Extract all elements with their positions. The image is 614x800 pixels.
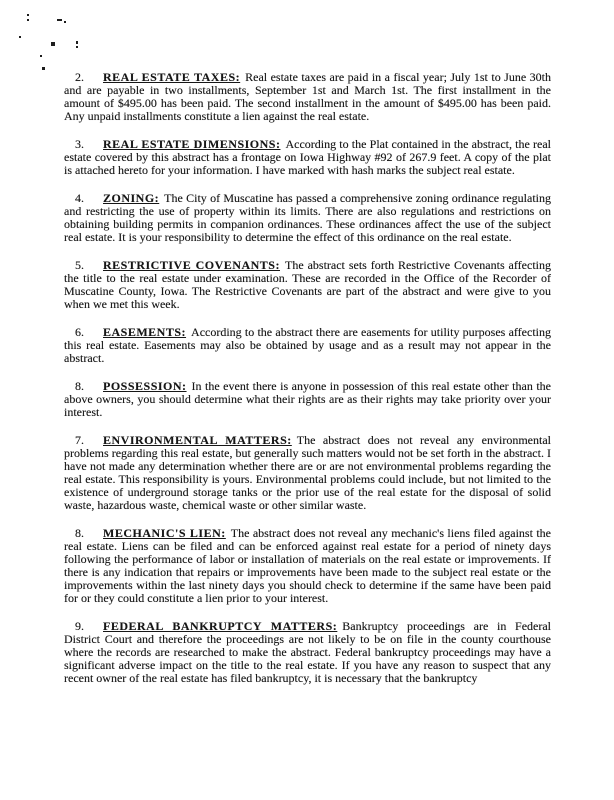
paragraph-number: 2. — [75, 70, 84, 84]
scan-speckle — [51, 42, 55, 46]
scan-speckle — [19, 36, 21, 38]
paragraph-text: The City of Muscatine has passed a comprehensive zoning ordinance regulating and restricting the use of property within its limits. There are also regulations and restrictions on obtaining building permits in companion ordinances. These ordinances affect the use of the subject real estate. It is your responsibility to determine the effect of this ordinance on the real estate. — [64, 191, 551, 244]
paragraph-number: 8. — [75, 379, 84, 393]
paragraph-number: 7. — [75, 433, 84, 447]
paragraph-text: Real estate taxes are paid in a fiscal year; July 1st to June 30th and are payable in two installments, September 1st and March 1st. The first installment in the amount of $495.00 has been paid. The second installment in the amount of $495.00 has been paid. Any unpaid installments constitute a lien against the real estate. — [64, 70, 551, 123]
scan-speckle — [76, 41, 78, 44]
paragraph-heading: ZONING: — [103, 191, 160, 205]
paragraph-text: According to the Plat contained in the abstract, the real estate covered by this abstract has a frontage on Iowa Highway #92 of 267.9 feet. A copy of the plat is attached hereto for your information. I have marked with hash marks the subject real estate. — [64, 137, 551, 177]
paragraph-number: 5. — [75, 258, 84, 272]
scan-speckle — [27, 14, 29, 16]
paragraph-real-estate-dimensions — [64, 138, 551, 177]
paragraph-text: According to the abstract there are easements for utility purposes affecting this real estate. Easements may also be obtained by usage and as a result may not appear in the abstract. — [64, 325, 551, 365]
document-body — [64, 71, 551, 700]
paragraph-heading: EASEMENTS: — [103, 325, 187, 339]
paragraph-heading: MECHANIC'S LIEN: — [103, 526, 226, 540]
paragraph-heading: RESTRICTIVE COVENANTS: — [103, 258, 280, 272]
paragraph-text: The abstract does not reveal any mechanic's liens filed against the real estate. Liens can be filed and can be enforced against real estate for a period of ninety days following the performance of labor or installation of materials on the real estate or improvements. If there is any indication that repairs or improvements have been made to the subject real estate or the improvements within the last ninety days you should check to determine if the same have been paid for or they could constitute a lien prior to your interest. — [64, 526, 551, 605]
paragraph-number: 3. — [75, 137, 84, 151]
paragraph-number: 8. — [75, 526, 84, 540]
paragraph-restrictive-covenants — [64, 259, 551, 311]
paragraph-mechanics-lien — [64, 527, 551, 605]
paragraph-federal-bankruptcy-matters — [64, 620, 551, 685]
paragraph-heading: POSSESSION: — [103, 379, 187, 393]
paragraph-heading: REAL ESTATE TAXES: — [103, 70, 241, 84]
paragraph-environmental-matters — [64, 434, 551, 512]
paragraph-text: The abstract does not reveal any environmental problems regarding this real estate, but generally such matters would not be set forth in the abstract. I have not made any determination whether there are or are not environmental problems regarding the real estate. This responsibility is yours. Environmental problems could include, but not limited to the existence of underground storage tanks or the prior use of the real estate for the disposal of solid waste, hazardous waste, chemical waste or other similar waste. — [64, 433, 551, 512]
paragraph-easements — [64, 326, 551, 365]
paragraph-heading: ENVIRONMENTAL MATTERS: — [103, 433, 292, 447]
scan-speckle — [27, 19, 29, 21]
scan-speckle — [42, 67, 45, 70]
paragraph-text: Bankruptcy proceedings are in Federal District Court and therefore the proceedings are not likely to be on file in the county courthouse where the records are researched to make the abstract. Federal bankruptcy proceedings may have a significant adverse impact on the title to the real estate. If you have any reason to suspect that any recent owner of the real estate has filed bankruptcy, it is necessary that the bankruptcy — [64, 619, 551, 685]
scan-speckle — [57, 19, 62, 21]
paragraph-number: 6. — [75, 325, 84, 339]
paragraph-real-estate-taxes — [64, 71, 551, 123]
scan-speckle — [76, 46, 78, 48]
scan-speckle — [40, 55, 42, 57]
paragraph-possession — [64, 380, 551, 419]
paragraph-zoning — [64, 192, 551, 244]
scan-speckle — [64, 21, 66, 23]
paragraph-heading: REAL ESTATE DIMENSIONS: — [103, 137, 281, 151]
paragraph-number: 9. — [75, 619, 84, 633]
paragraph-text: The abstract sets forth Restrictive Covenants affecting the title to the real estate under examination. These are recorded in the Office of the Recorder of Muscatine County, Iowa. The Restrictive Covenants are part of the abstract and were give to you when we met this week. — [64, 258, 551, 311]
paragraph-number: 4. — [75, 191, 84, 205]
paragraph-text: In the event there is anyone in possession of this real estate other than the above owners, you should determine what their rights are as their rights may take priority over your interest. — [64, 379, 551, 419]
paragraph-heading: FEDERAL BANKRUPTCY MATTERS: — [103, 619, 338, 633]
